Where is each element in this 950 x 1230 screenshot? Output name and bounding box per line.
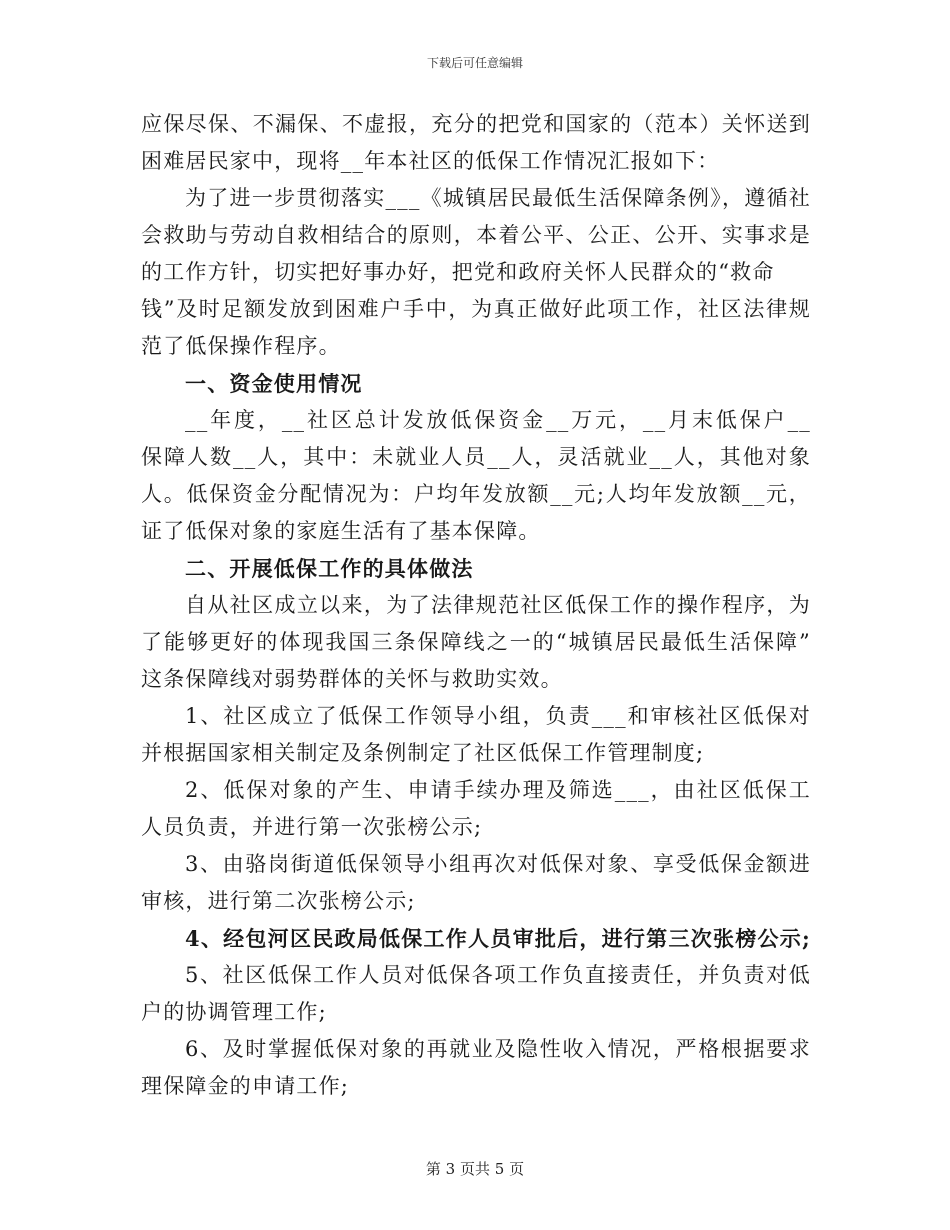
paragraph-line: 人员负责，并进行第一次张榜公示;: [141, 815, 483, 839]
paragraph-line: 为了进一步贯彻落实___《城镇居民最低生活保障条例》，遵循社: [185, 186, 811, 210]
paragraph-line: 会救助与劳动自救相结合的原则，本着公平、公正、公开、实事求是: [141, 223, 811, 247]
paragraph-line: 证了低保对象的家庭生活有了基本保障。: [141, 519, 541, 543]
page-header: 下载后可任意编辑: [426, 56, 523, 70]
paragraph-line: 户的协调管理工作;: [141, 1000, 327, 1024]
document-body: [141, 106, 811, 1105]
paragraph-line: 范了低保操作程序。: [141, 334, 341, 358]
paragraph-line: 自从社区成立以来，为了法律规范社区低保工作的操作程序，为: [185, 593, 811, 617]
paragraph-line: 应保尽保、不漏保、不虚报，充分的把党和国家的（范本）关怀送到: [141, 112, 811, 136]
page-footer: 第 3 页共 5 页: [425, 1160, 525, 1178]
paragraph-line: 理保障金的申请工作;: [141, 1074, 350, 1098]
paragraph-line: 并根据国家相关制定及条例制定了社区低保工作管理制度;: [141, 741, 705, 765]
paragraph-line: 保障人数__人，其中：未就业人员__人，灵活就业__人，其他对象: [141, 445, 811, 469]
paragraph-line: 钱”及时足额发放到困难户手中，为真正做好此项工作，社区法律规: [141, 297, 811, 321]
paragraph-line: 这条保障线对弱势群体的关怀与救助实效。: [141, 667, 563, 691]
paragraph-line: 困难居民家中，现将__年本社区的低保工作情况汇报如下：: [141, 149, 720, 173]
paragraph-line: 6、及时掌握低保对象的再就业及隐性收入情况，严格根据要求: [185, 1037, 811, 1061]
section-heading-line: 二、开展低保工作的具体做法: [185, 556, 474, 581]
section-heading-line: 一、资金使用情况: [185, 371, 363, 396]
section-heading-line: 4、经包河区民政局低保工作人员审批后，进行第三次张榜公示;: [185, 926, 811, 951]
paragraph-line: 了能够更好的体现我国三条保障线之一的“城镇居民最低生活保障”: [141, 630, 811, 654]
paragraph-line: 5、社区低保工作人员对低保各项工作负直接责任，并负责对低: [185, 963, 811, 987]
paragraph-line: 的工作方针，切实把好事办好，把党和政府关怀人民群众的“救命: [141, 260, 775, 284]
paragraph-line: 审核，进行第二次张榜公示;: [141, 889, 416, 913]
paragraph-line: 2、低保对象的产生、申请手续办理及筛选___，由社区低保工: [185, 778, 811, 802]
paragraph-line: 3、由骆岗街道低保领导小组再次对低保对象、享受低保金额进: [185, 852, 811, 876]
paragraph-line: __年度，__社区总计发放低保资金__万元，__月末低保户__: [185, 408, 811, 432]
paragraph-line: 人。低保资金分配情况为：户均年发放额__元;人均年发放额__元，: [141, 482, 811, 506]
paragraph-line: 1、社区成立了低保工作领导小组，负责___和审核社区低保对: [185, 704, 811, 728]
